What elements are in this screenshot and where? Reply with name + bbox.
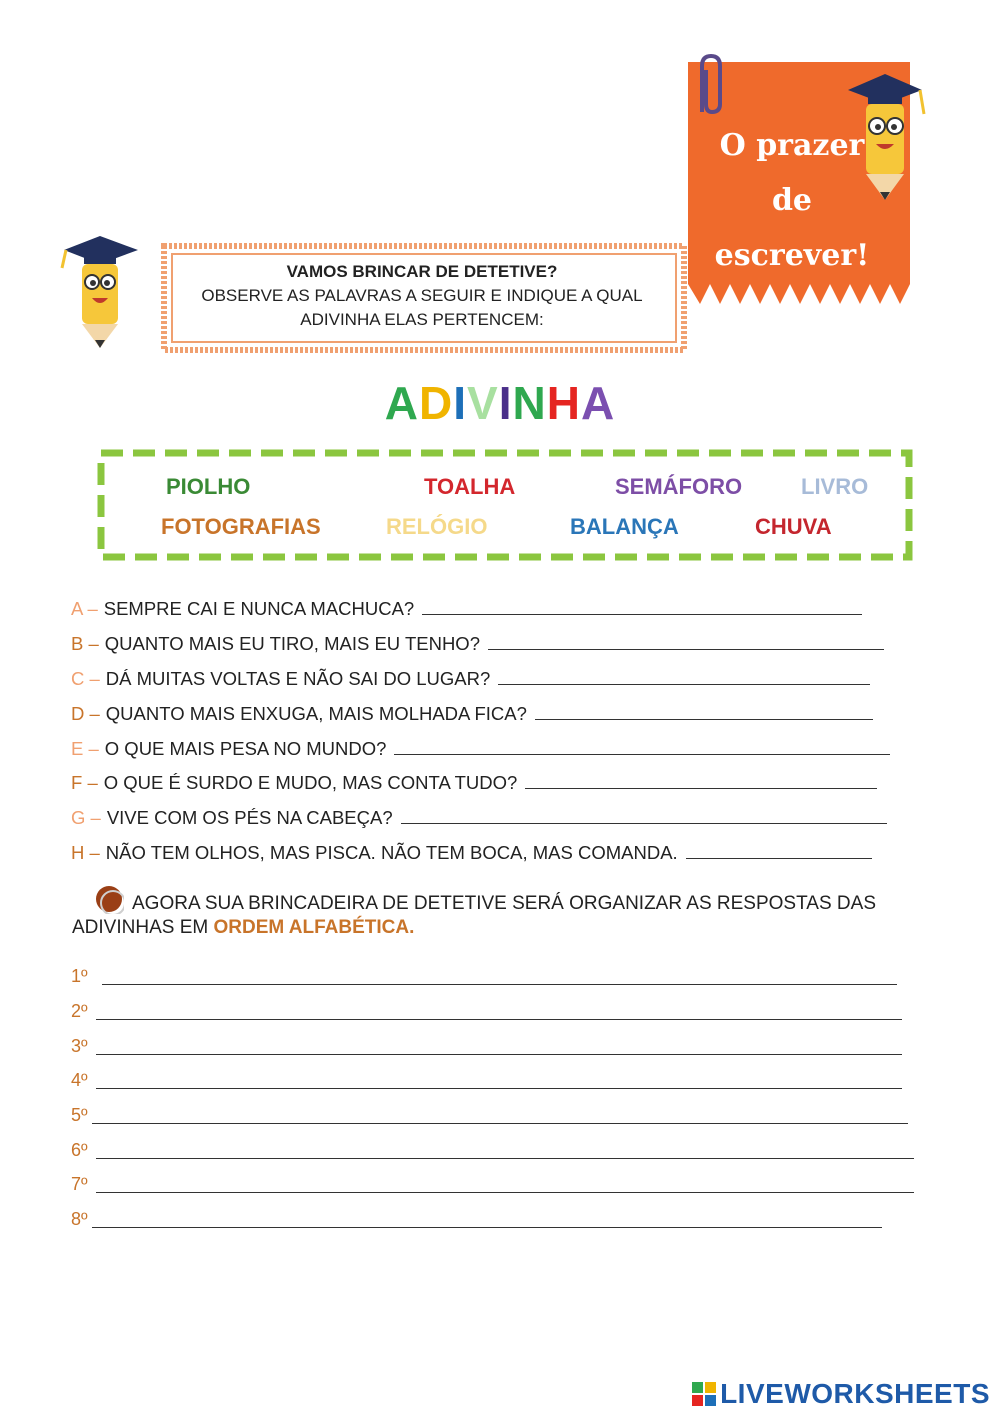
word-bank-frame	[96, 448, 914, 562]
word-fotografias: FOTOGRAFIAS	[161, 514, 321, 539]
instruction-body: AGORA SUA BRINCADEIRA DE DETETIVE SERÁ ORGANIZAR AS RESPOSTAS DAS ADIVINHAS EM	[72, 893, 876, 938]
order-label-6: 6º	[71, 1140, 88, 1160]
question-text: DÁ MUITAS VOLTAS E NÃO SAI DO LUGAR?	[105, 668, 491, 689]
question-text: QUANTO MAIS EU TIRO, MAIS EU TENHO?	[104, 633, 480, 654]
instruction-text	[72, 892, 942, 940]
order-answer-line-1[interactable]	[102, 984, 897, 985]
question-d	[71, 703, 873, 725]
answer-input[interactable]	[686, 842, 872, 859]
order-answer-line-6[interactable]	[96, 1158, 914, 1159]
order-label-4: 4º	[71, 1070, 88, 1090]
speech-text	[172, 260, 672, 332]
worksheet-title	[0, 376, 1000, 430]
question-b	[71, 633, 884, 655]
title-letter: I	[498, 377, 513, 429]
question-g	[71, 807, 887, 829]
speech-title: VAMOS BRINCAR DE DETETIVE?	[286, 262, 558, 281]
banner-line-3: escrever!	[714, 238, 870, 273]
question-letter: H –	[71, 842, 100, 863]
word-balanca: BALANÇA	[570, 514, 679, 539]
footer-brand-text: LIVEWORKSHEETS	[720, 1378, 990, 1409]
answer-input[interactable]	[488, 633, 884, 650]
title-letter: I	[453, 377, 468, 429]
question-letter: E –	[71, 738, 99, 759]
banner-line-2: de	[771, 183, 813, 218]
paperclip-icon	[692, 52, 726, 122]
order-answer-line-4[interactable]	[96, 1088, 902, 1089]
answer-input[interactable]	[401, 807, 887, 824]
question-f	[71, 772, 877, 794]
speech-line-1: OBSERVE AS PALAVRAS A SEGUIR E INDIQUE A QUAL	[201, 286, 643, 305]
word-chuva: CHUVA	[755, 514, 832, 539]
title-letter: D	[419, 377, 454, 429]
word-toalha: TOALHA	[424, 474, 516, 499]
question-letter: B –	[71, 633, 99, 654]
banner-line-1: O prazer	[719, 128, 865, 163]
question-letter: C –	[71, 668, 100, 689]
order-answer-line-7[interactable]	[96, 1192, 914, 1193]
answer-input[interactable]	[422, 598, 862, 615]
answer-input[interactable]	[498, 668, 870, 685]
order-answer-line-8[interactable]	[92, 1227, 882, 1228]
word-piolho: PIOLHO	[166, 474, 251, 499]
question-text: O QUE MAIS PESA NO MUNDO?	[104, 738, 387, 759]
order-label-5: 5º	[71, 1105, 88, 1125]
word-semaforo: SEMÁFORO	[615, 474, 743, 499]
question-a	[71, 598, 862, 620]
title-letter: H	[546, 377, 581, 429]
question-text: QUANTO MAIS ENXUGA, MAIS MOLHADA FICA?	[105, 703, 527, 724]
title-letter: A	[384, 377, 420, 429]
order-label-3: 3º	[71, 1036, 88, 1056]
title-letter: V	[467, 377, 499, 429]
question-c	[71, 668, 870, 690]
answer-input[interactable]	[535, 703, 873, 720]
order-answer-line-3[interactable]	[96, 1054, 902, 1055]
question-text: O QUE É SURDO E MUDO, MAS CONTA TUDO?	[103, 772, 518, 793]
question-text: NÃO TEM OLHOS, MAS PISCA. NÃO TEM BOCA, MAS COMANDA.	[105, 842, 678, 863]
instruction-highlight: ORDEM ALFABÉTICA.	[213, 917, 415, 938]
order-label-1: 1º	[71, 966, 88, 986]
answer-input[interactable]	[525, 772, 877, 789]
order-label-8: 8º	[71, 1209, 88, 1229]
pencil-mascot-icon	[840, 72, 930, 202]
title-letter: N	[512, 377, 547, 429]
question-letter: G –	[71, 807, 101, 828]
question-text: VIVE COM OS PÉS NA CABEÇA?	[106, 807, 393, 828]
word-livro: LIVRO	[801, 474, 869, 499]
answer-input[interactable]	[394, 738, 890, 755]
question-e	[71, 738, 890, 760]
word-relogio: RELÓGIO	[386, 514, 488, 539]
footer-brand	[692, 1378, 990, 1410]
order-answer-line-5[interactable]	[92, 1123, 908, 1124]
question-letter: F –	[71, 772, 98, 793]
title-letter: A	[580, 377, 616, 429]
order-label-7: 7º	[71, 1174, 88, 1194]
question-letter: A –	[71, 598, 98, 619]
question-letter: D –	[71, 703, 100, 724]
question-text: SEMPRE CAI E NUNCA MACHUCA?	[103, 598, 415, 619]
order-label-2: 2º	[71, 1001, 88, 1021]
order-answer-line-2[interactable]	[96, 1019, 902, 1020]
question-h	[71, 842, 872, 864]
pencil-mascot-left-icon	[58, 232, 148, 350]
speech-line-2: ADIVINHA ELAS PERTENCEM:	[300, 310, 544, 329]
liveworksheets-logo-icon	[692, 1382, 716, 1406]
